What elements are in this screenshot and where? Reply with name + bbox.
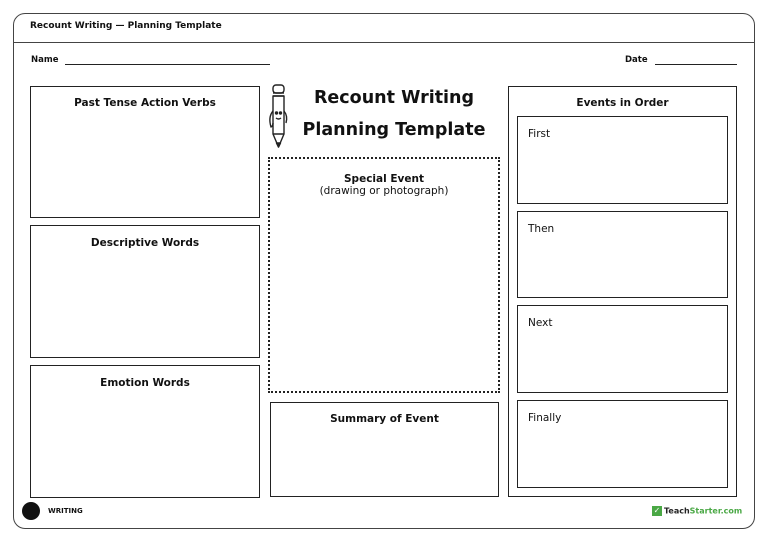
special-event-subtitle: (drawing or photograph) [319,185,449,197]
footer-category: WRITING [48,507,83,515]
brand-name-part2: Starter.com [689,506,743,516]
special-event-title: Special Event [344,173,424,185]
title-bar [13,13,755,43]
special-event-frame[interactable] [268,157,500,393]
event-finally-box[interactable] [517,400,728,488]
event-label: First [528,128,551,140]
name-label: Name [31,55,59,65]
past-tense-verbs-box[interactable] [30,86,260,218]
summary-title: Summary of Event [330,413,439,425]
event-first-box[interactable] [517,116,728,204]
event-label: Finally [528,412,562,424]
box-title: Descriptive Words [90,237,200,249]
descriptive-words-box[interactable] [30,225,260,358]
pencil-icon [266,83,290,151]
name-field[interactable] [65,64,270,65]
date-field[interactable] [655,64,737,65]
box-title: Past Tense Action Verbs [74,97,216,109]
date-label: Date [625,55,648,65]
event-next-box[interactable] [517,305,728,393]
page-heading-line2: Planning Template [302,120,486,140]
brand-name-part1: Teach [664,506,690,516]
document-title: Recount Writing — Planning Template [30,21,222,31]
event-label: Then [528,223,555,235]
brand-logo[interactable] [652,506,742,516]
summary-box[interactable] [270,402,499,497]
page-heading-line1: Recount Writing [313,88,475,108]
check-icon: ✓ [653,506,661,515]
event-label: Next [528,317,553,329]
emotion-words-box[interactable] [30,365,260,498]
writing-category-icon [22,502,40,520]
events-title: Events in Order [576,97,669,109]
box-title: Emotion Words [100,377,190,389]
event-then-box[interactable] [517,211,728,298]
